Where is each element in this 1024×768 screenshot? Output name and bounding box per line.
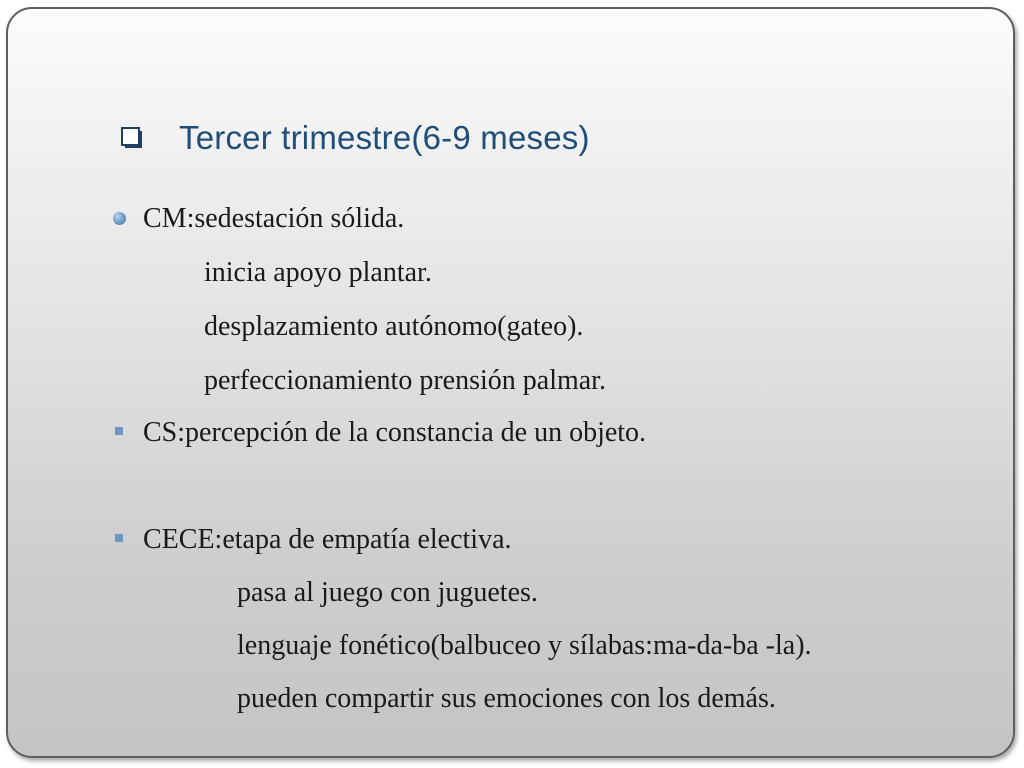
cm-line-4: perfeccionamiento prensión palmar. bbox=[204, 365, 606, 396]
cm-line-3: desplazamiento autónomo(gateo). bbox=[204, 311, 584, 342]
cece-line-2: pasa al juego con juguetes. bbox=[237, 577, 538, 608]
cm-line-1: CM:sedestación sólida. bbox=[143, 203, 405, 234]
square-bullet-icon bbox=[115, 534, 123, 542]
checkbox-icon bbox=[121, 127, 143, 149]
square-bullet-icon bbox=[115, 427, 123, 435]
cece-line-1: CECE:etapa de empatía electiva. bbox=[143, 524, 512, 555]
cece-line-4: pueden compartir sus emociones con los demás. bbox=[237, 683, 776, 714]
cs-line-1: CS:percepción de la constancia de un objeto. bbox=[143, 417, 647, 448]
cm-line-2: inicia apoyo plantar. bbox=[204, 257, 432, 288]
slide-title: Tercer trimestre(6-9 meses) bbox=[179, 119, 590, 156]
slide-title-row bbox=[121, 116, 590, 160]
slide-frame bbox=[6, 7, 1015, 758]
cece-line-3: lenguaje fonético(balbuceo y sílabas:ma-da-ba -la). bbox=[237, 630, 812, 661]
round-bullet-icon bbox=[113, 212, 126, 225]
